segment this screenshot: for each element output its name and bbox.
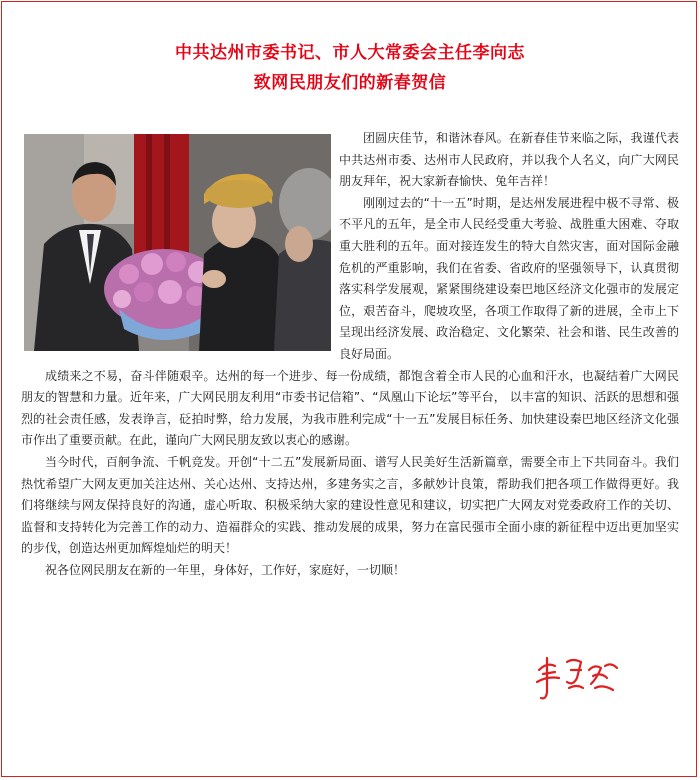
paragraph-1: 团圆庆佳节，和谐沐春风。在新春佳节来临之际，我谨代表中共达州市委、达州市人民政府，并以我个人名义，向广大网民朋友拜年，祝大家新春愉快、兔年吉祥！ — [339, 131, 679, 189]
title-line-1: 中共达州市委书记、市人大常委会主任李向志 — [175, 43, 525, 63]
paragraph-2: 刚刚过去的“十一五”时期，是达州发展进程中极不寻常、极不平凡的五年，是全市人民经受重大考验、战胜重大困难、夺取重大胜利的五年。面对接连发生的特大自然灾害，面对国际金融危机的严重影响，我们在省委、省政府的坚强领导下，认真贯彻落实科学发展观，紧紧围绕建设秦巴地区经济文化强市的发展定位，艰苦奋斗，爬坡攻坚，各项工作取得了新的进展，全市上下呈现出经济发展、政治稳定、文化繁荣、社会和谐、民生改善的良好局面。 — [339, 195, 679, 361]
paragraph-4: 当今时代，百舸争流、千帆竞发。开创“十二五”发展新局面、谱写人民美好生活新篇章，需要全市上下共同奋斗。我们热忱希望广大网友更加关注达州、关心达州、支持达州，多建务实之言，多献妙计良策，帮助我们把各项工作做得更好。我们将继续与网友保持良好的沟通，虚心听取、积极采纳大家的建设性意见和建议，切实把广大网友对党委政府工作的关切、监督和支持转化为完善工作的动力、造福群众的实践、推动发展的成果，努力在富民强市全面小康的新征程中迈出更加坚实的步伐，创造达州更加辉煌灿烂的明天！ — [21, 454, 679, 556]
paragraph-5: 祝各位网民朋友在新的一年里，身体好，工作好，家庭好，一切顺！ — [45, 562, 406, 577]
photo-space — [21, 128, 339, 356]
handwritten-signature — [533, 648, 625, 708]
letter-body — [21, 128, 679, 581]
title-line-2: 致网民朋友们的新春贺信 — [253, 73, 447, 93]
letter-title — [0, 38, 700, 98]
signature-image — [533, 648, 625, 708]
paragraph-3: 成绩来之不易，奋斗伴随艰辛。达州的每一个进步、每一份成绩，都饱含着全市人民的心血和汗水，也凝结着广大网民朋友的智慧和力量。近年来，广大网民朋友利用“市委书记信箱”、“凤凰山下论坛”等平台， 以丰富的知识、活跃的思想和强烈的社会责任感，发表诤言，砭拍时弊，给力发展，为我市胜利完成“十一五”发展目标任务、加快建设秦巴地区经济文化强市作出了重要贡献。在此，谨向广大网民朋友致以衷心的感谢。 — [21, 368, 679, 448]
